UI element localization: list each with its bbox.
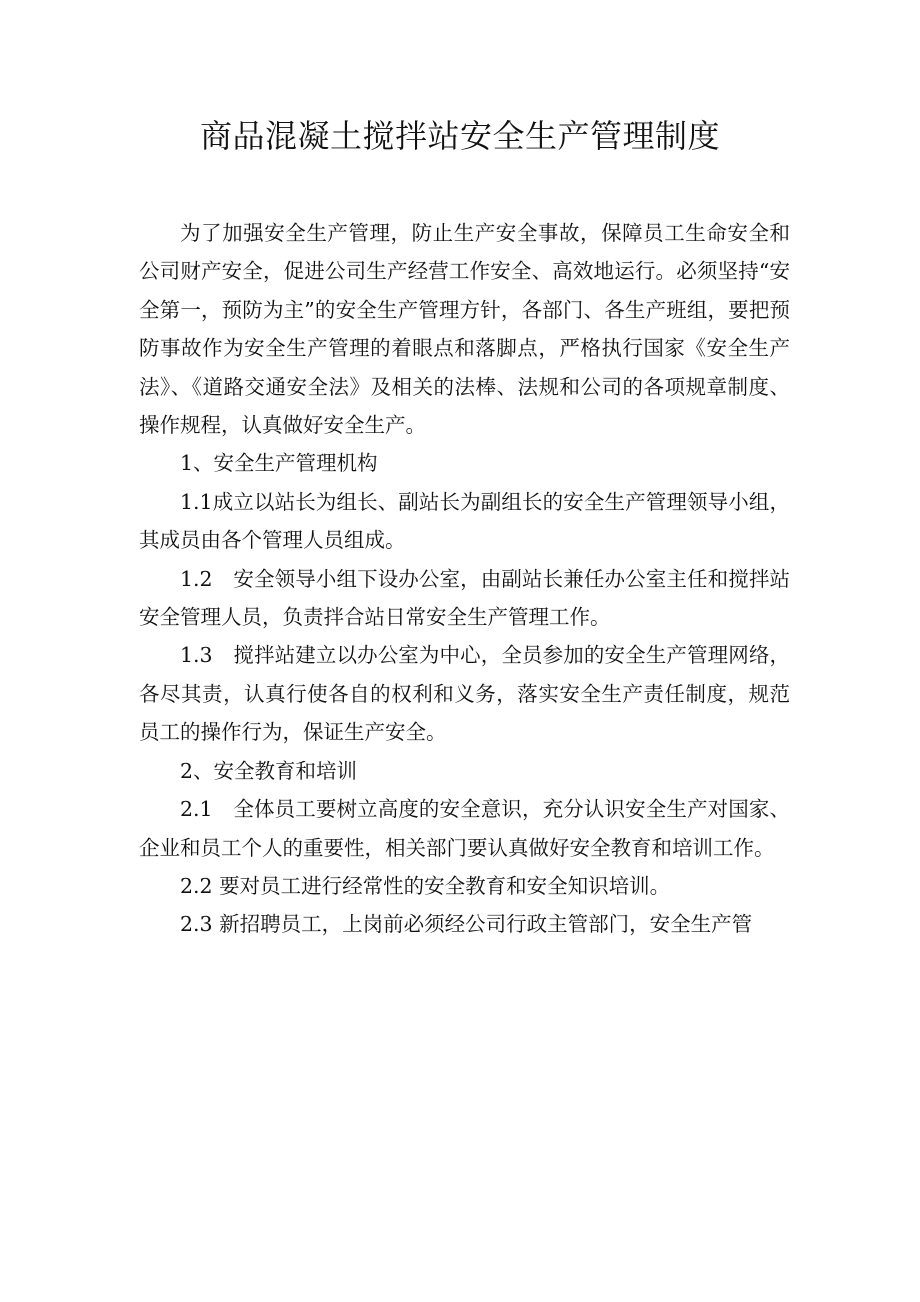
clause-1-2: 1.2 安全领导小组下设办公室，由副站长兼任办公室主任和搅拌站安全管理人员，负责拌合站日常安全生产管理工作。 (139, 566, 790, 630)
section-heading-2: 2、安全教育和培训 (180, 758, 358, 783)
intro-paragraph: 为了加强安全生产管理，防止生产安全事故，保障员工生命安全和公司财产安全，促进公司生产经营工作安全、高效地运行。必须坚持“安全第一，预防为主”的安全生产管理方针，各部门、各生产班组，要把预防事故作为安全生产管理的着眼点和落脚点，严格执行国家《安全生产法》、《道路交通安全法》及相关的法棒、法规和公司的各项规章制度、操作规程，认真做好安全生产。 (139, 221, 790, 438)
clause-1-3: 1.3 搅拌站建立以办公室为中心，全员参加的安全生产管理网络，各尽其责，认真行使各自的权利和义务，落实安全生产责任制度，规范员工的操作行为，保证生产安全。 (139, 643, 790, 745)
clause-2-3: 2.3 新招聘员工，上岗前必须经公司行政主管部门，安全生产管 (180, 912, 753, 937)
document-body (139, 214, 790, 944)
document-title: 商品混凝土搅拌站安全生产管理制度 (199, 117, 720, 155)
section-heading-1: 1、安全生产管理机构 (180, 451, 378, 476)
clause-2-1: 2.1 全体员工要树立高度的安全意识，充分认识安全生产对国家、企业和员工个人的重要性，相关部门要认真做好安全教育和培训工作。 (139, 797, 790, 860)
clause-1-1: 1.1成立以站长为组长、副站长为副组长的安全生产管理领导小组，其成员由各个管理人员组成。 (139, 489, 790, 553)
clause-2-2: 2.2 要对员工进行经常性的安全教育和安全知识培训。 (180, 873, 671, 898)
